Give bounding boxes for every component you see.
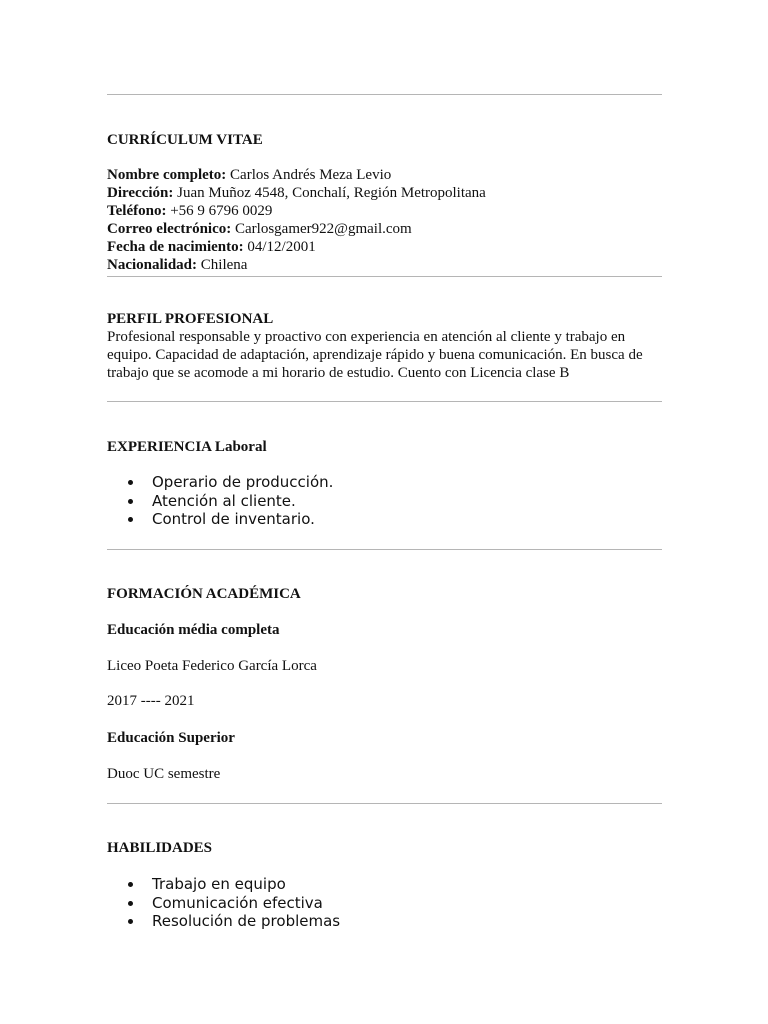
list-item	[107, 510, 333, 529]
field-label: Nacionalidad:	[107, 257, 198, 273]
field-label: Correo electrónico:	[107, 221, 232, 237]
bullet-icon	[128, 882, 133, 887]
field-value: +56 9 6796 0029	[166, 203, 273, 219]
cv-title: CURRÍCULUM VITAE	[107, 132, 263, 148]
section-heading-experiencia: EXPERIENCIA Laboral	[107, 439, 267, 455]
personal-phone	[107, 202, 662, 220]
education-media-years: 2017 ---- 2021	[107, 693, 195, 709]
divider	[107, 803, 662, 804]
list-item	[107, 912, 340, 931]
personal-address	[107, 184, 662, 202]
education-superior-detail: Duoc UC semestre	[107, 766, 221, 782]
list-item	[107, 492, 333, 511]
field-value: 04/12/2001	[243, 239, 316, 255]
field-value: Juan Muñoz 4548, Conchalí, Región Metropolitana	[173, 185, 486, 201]
education-superior-heading: Educación Superior	[107, 730, 235, 746]
field-label: Nombre completo:	[107, 167, 227, 183]
list-item	[107, 473, 333, 492]
field-label: Teléfono:	[107, 203, 167, 219]
perfil-text: Profesional responsable y proactivo con experiencia en atención al cliente y trabajo en equipo. Capacidad de adaptación, aprendizaje rápido y buena comunicación. En busca de trabajo que se acomode a mi horario de estudio. Cuento con Licencia clase B	[107, 329, 643, 381]
personal-birthdate	[107, 238, 662, 256]
divider	[107, 549, 662, 550]
field-value: Carlosgamer922@gmail.com	[231, 221, 412, 237]
list-item	[107, 894, 340, 913]
list-item	[107, 875, 340, 894]
section-heading-perfil: PERFIL PROFESIONAL	[107, 311, 274, 327]
bullet-icon	[128, 901, 133, 906]
bullet-icon	[128, 919, 133, 924]
list-item-text: Control de inventario.	[152, 510, 315, 528]
bullet-icon	[128, 480, 133, 485]
list-item-text: Atención al cliente.	[152, 491, 296, 510]
habilidades-list	[107, 875, 340, 931]
divider	[107, 276, 662, 277]
divider	[107, 94, 662, 95]
field-value: Chilena	[197, 257, 248, 273]
personal-name	[107, 166, 662, 184]
personal-info	[107, 166, 662, 274]
bullet-icon	[128, 517, 133, 522]
list-item-text: Comunicación efectiva	[152, 893, 323, 912]
list-item-text: Resolución de problemas	[152, 912, 341, 930]
education-media-heading: Educación média completa	[107, 622, 280, 638]
field-value: Carlos Andrés Meza Levio	[226, 167, 392, 183]
education-media-school: Liceo Poeta Federico García Lorca	[107, 658, 317, 674]
divider	[107, 401, 662, 402]
personal-nationality	[107, 256, 662, 274]
bullet-icon	[128, 499, 133, 504]
personal-email	[107, 220, 662, 238]
section-heading-formacion: FORMACIÓN ACADÉMICA	[107, 586, 301, 602]
section-heading-habilidades: HABILIDADES	[107, 840, 213, 856]
field-label: Dirección:	[107, 185, 174, 201]
list-item-text: Operario de producción.	[152, 473, 334, 491]
experiencia-list	[107, 473, 333, 529]
list-item-text: Trabajo en equipo	[152, 875, 286, 893]
field-label: Fecha de nacimiento:	[107, 239, 244, 255]
